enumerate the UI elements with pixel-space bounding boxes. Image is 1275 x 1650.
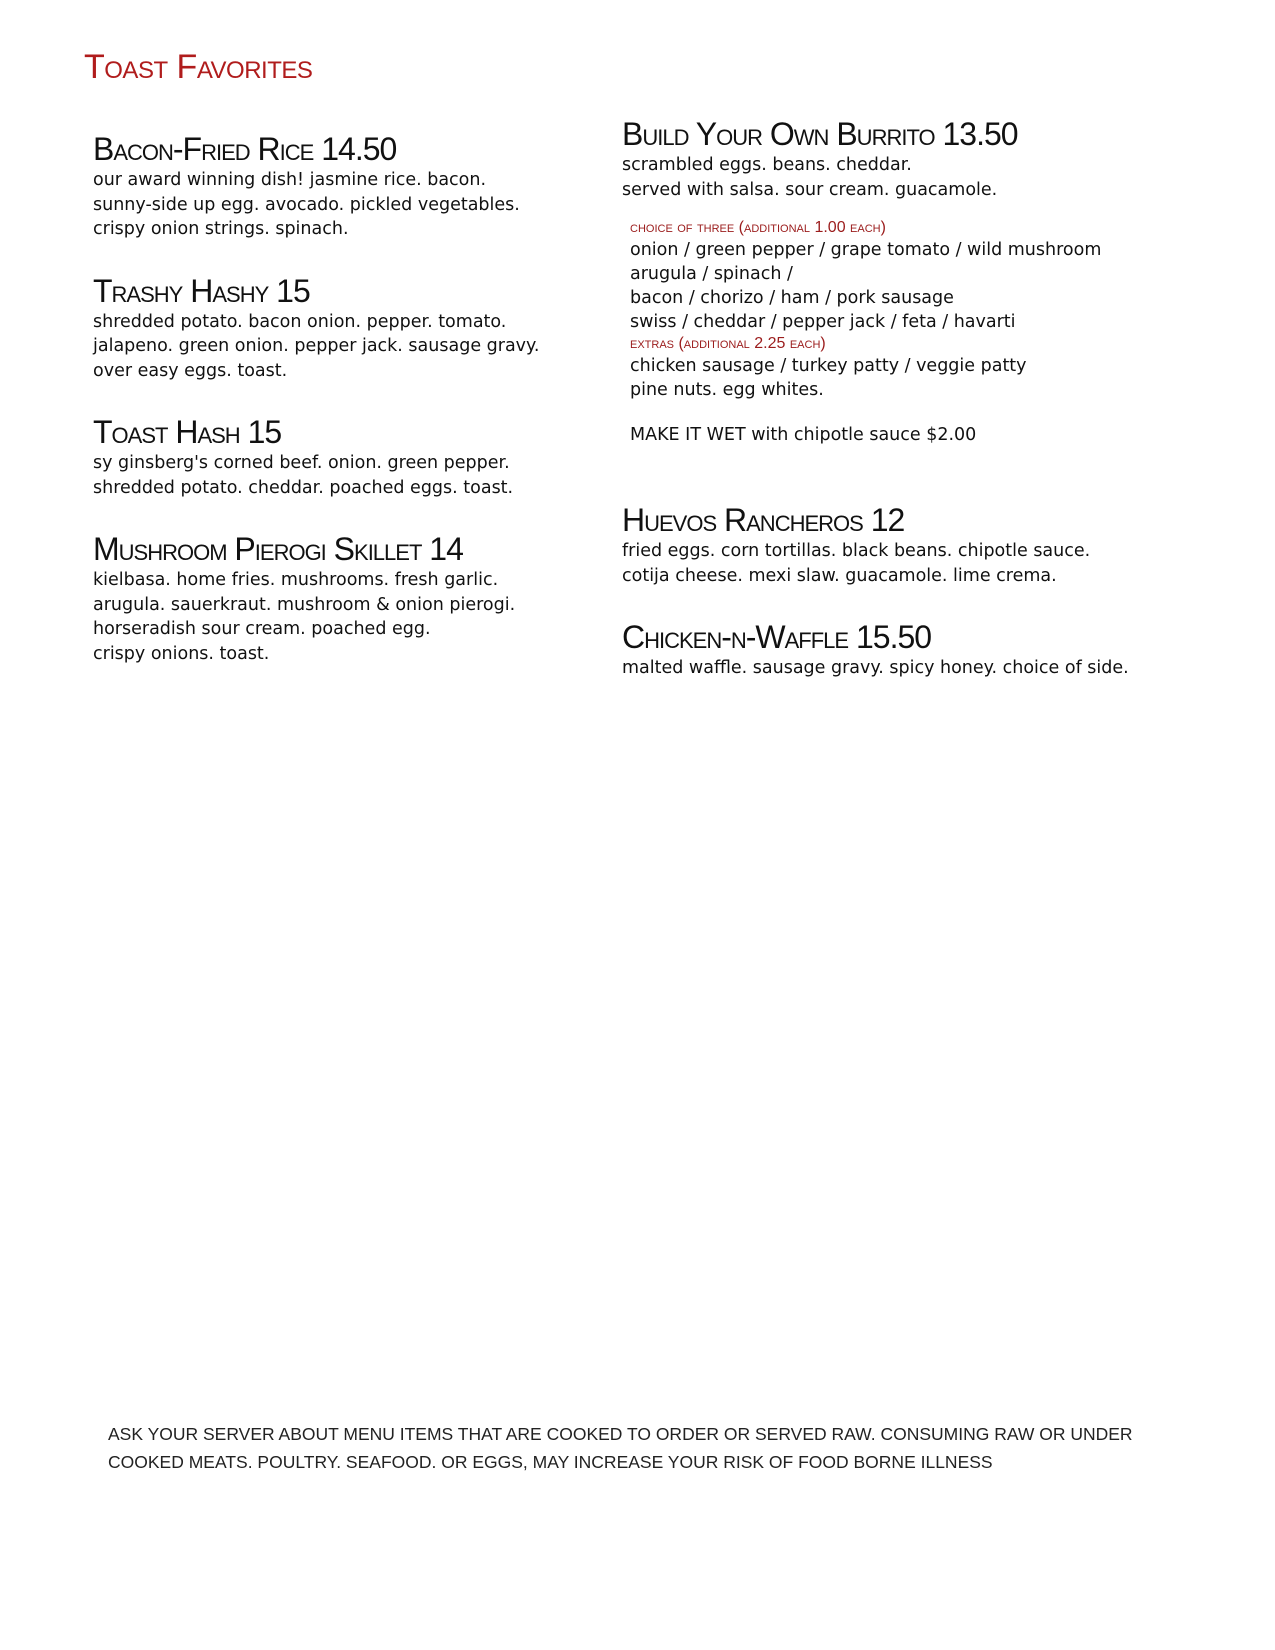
description-line: served with salsa. sour cream. guacamole.	[622, 179, 998, 200]
menu-item-description	[93, 168, 613, 242]
menu-item-title: Mushroom Pierogi Skillet 14	[93, 531, 463, 567]
menu-item-chicken-n-waffle	[622, 618, 1182, 681]
menu-item-title: Trashy Hashy 15	[93, 272, 310, 309]
menu-item-toast-hash	[93, 413, 613, 500]
description-line: shredded potato. bacon onion. pepper. tomato.	[93, 311, 507, 332]
menu-item-bacon-fried-rice	[93, 130, 613, 242]
description-line: arugula. sauerkraut. mushroom & onion pierogi.	[93, 594, 516, 615]
menu-item-title: Bacon-Fried Rice 14.50	[93, 131, 397, 167]
menu-item-build-your-own-burrito	[622, 115, 1182, 445]
menu-column-left	[93, 130, 613, 666]
option-line: onion / green pepper / grape tomato / wild mushroom	[630, 240, 1102, 260]
choice-options	[630, 238, 1182, 334]
extras-label: extras (additional 2.25 each)	[630, 335, 826, 352]
description-line: sunny-side up egg. avocado. pickled vegetables.	[93, 194, 520, 215]
menu-item-description	[622, 153, 1182, 202]
menu-item-title: Chicken-n-Waffle 15.50	[622, 619, 932, 655]
description-line: malted waffle. sausage gravy. spicy honey. choice of side.	[622, 658, 1129, 678]
option-line: arugula / spinach /	[630, 264, 793, 284]
menu-item-description	[622, 539, 1182, 588]
option-line: swiss / cheddar / pepper jack / feta / havarti	[630, 312, 1016, 332]
menu-item-huevos-rancheros	[622, 501, 1182, 588]
make-it-wet-note: MAKE IT WET with chipotle sauce $2.00	[630, 425, 977, 445]
description-line: kielbasa. home fries. mushrooms. fresh garlic.	[93, 570, 499, 590]
description-line: jalapeno. green onion. pepper jack. sausage gravy.	[93, 336, 540, 356]
description-line: horseradish sour cream. poached egg.	[93, 619, 431, 639]
disclaimer-line: ASK YOUR SERVER ABOUT MENU ITEMS THAT ARE COOKED TO ORDER OR SERVED RAW. CONSUMING RAW OR UNDER	[108, 1424, 1133, 1444]
description-line: crispy onion strings. spinach.	[93, 219, 349, 239]
description-line: scrambled eggs. beans. cheddar.	[622, 155, 912, 175]
option-line: bacon / chorizo / ham / pork sausage	[630, 288, 954, 308]
option-line: pine nuts. egg whites.	[630, 380, 824, 400]
description-line: sy ginsberg's corned beef. onion. green pepper.	[93, 453, 510, 473]
description-line: shredded potato. cheddar. poached eggs. toast.	[93, 477, 514, 498]
description-line: fried eggs. corn tortillas. black beans. chipotle sauce.	[622, 541, 1091, 561]
menu-item-title: Huevos Rancheros 12	[622, 502, 905, 538]
description-line: over easy eggs. toast.	[93, 360, 288, 381]
disclaimer-line: COOKED MEATS. POULTRY. SEAFOOD. OR EGGS, MAY INCREASE YOUR RISK OF FOOD BORNE ILLNESS	[108, 1452, 993, 1472]
menu-item-title: Toast Hash 15	[93, 414, 282, 450]
food-safety-disclaimer	[108, 1420, 1133, 1476]
menu-item-description	[93, 310, 613, 384]
extras-options	[630, 354, 1182, 402]
menu-item-description	[93, 568, 613, 666]
choice-of-three-label: choice of three (additional 1.00 each)	[630, 219, 886, 236]
option-line: chicken sausage / turkey patty / veggie patty	[630, 356, 1027, 376]
menu-item-title: Build Your Own Burrito 13.50	[622, 116, 1018, 152]
section-title: Toast Favorites	[84, 48, 313, 86]
description-line: our award winning dish! jasmine rice. bacon.	[93, 170, 487, 190]
burrito-options	[630, 218, 1182, 445]
menu-item-description	[93, 451, 613, 500]
menu-item-mushroom-pierogi-skillet	[93, 530, 613, 666]
description-line: cotija cheese. mexi slaw. guacamole. lime crema.	[622, 565, 1057, 586]
description-line: crispy onions. toast.	[93, 643, 270, 664]
menu-column-right	[622, 115, 1182, 681]
menu-item-description	[622, 656, 1182, 681]
menu-item-trashy-hashy	[93, 272, 613, 384]
